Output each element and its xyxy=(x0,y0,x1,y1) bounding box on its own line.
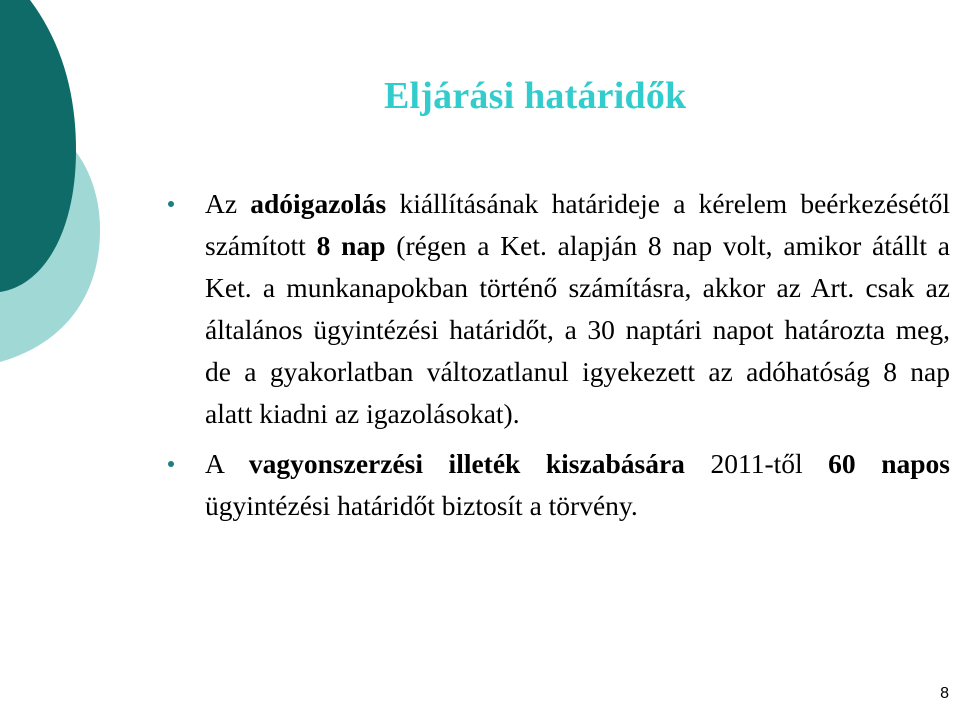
text-segment: kiállításának határideje a kérelem beérkezésétől számított xyxy=(205,188,950,261)
slide-title: Eljárási határidők xyxy=(384,75,687,117)
bold-term-60-napos: 60 napos xyxy=(828,448,951,479)
bold-term-8-nap: 8 nap xyxy=(316,230,386,261)
text-segment: 2011-től xyxy=(684,448,829,479)
bullet-item-vagyonszerzes xyxy=(168,443,950,527)
bullet-icon xyxy=(168,201,174,207)
bullet-item-adoigazolas xyxy=(168,183,950,435)
text-segment: Az xyxy=(205,188,251,219)
slide-number: 8 xyxy=(940,685,949,702)
text-segment: (régen a Ket. alapján 8 nap volt, amikor átállt a Ket. a munkanapokban történő számításra, akkor az Art. csak az általános ügyintézési határidőt, a 30 naptári napot határozta meg, de a gyakorlatban változatlanul igyekezett az adóhatóság 8 nap alatt kiadni az igazolásokat). xyxy=(205,230,950,429)
bold-term-vagyonszerzesi-illetek: vagyonszerzési illeték kiszabására xyxy=(248,448,685,479)
bullet-text xyxy=(205,188,950,429)
bullet-text xyxy=(205,448,950,521)
bullet-list xyxy=(168,183,950,527)
bullet-icon xyxy=(168,461,174,467)
corner-decoration xyxy=(0,0,110,380)
bold-term-adoigazolas: adóigazolás xyxy=(250,188,387,219)
text-segment: A xyxy=(205,448,249,479)
text-segment: ügyintézési határidőt biztosít a törvény. xyxy=(205,490,638,521)
